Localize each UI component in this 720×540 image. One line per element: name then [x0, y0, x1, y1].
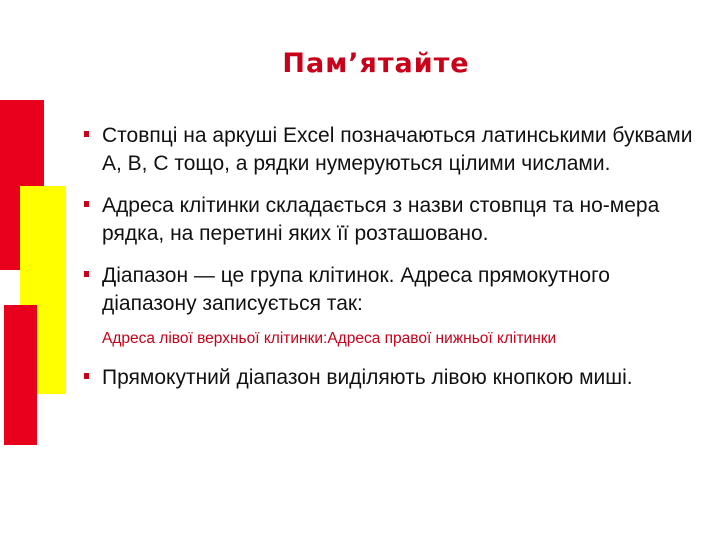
- bullet-text: Прямокутний діапазон виділяють лівою кнопкою миші.: [102, 366, 633, 389]
- bullet-item: [84, 364, 694, 392]
- slide-title: Пам’ятайте: [282, 48, 470, 79]
- bullet-item: [84, 192, 694, 248]
- range-address-example: Адреса лівої верхньої клітинки:Адреса правої нижньої клітинки: [102, 330, 557, 347]
- bullet-text: Адреса клітинки складається з назви стовпця та но-мера рядка, на перетині яких її розташовано.: [102, 194, 660, 245]
- slide-content: [84, 122, 694, 406]
- bullet-square-icon: [84, 271, 89, 277]
- bullet-item: [84, 262, 694, 318]
- decorative-red-bar-bottom: [4, 305, 37, 445]
- bullet-item: [84, 122, 694, 178]
- bullet-square-icon: [84, 201, 89, 207]
- bullet-text: Діапазон — це група клітинок. Адреса прямокутного діапазону записується так:: [102, 264, 610, 315]
- bullet-square-icon: [84, 373, 89, 379]
- bullet-text: Стовпці на аркуші Excel позначаються латинськими буквами A, B, C тощо, а рядки нумеруються цілими числами.: [102, 124, 693, 175]
- bullet-square-icon: [84, 131, 89, 137]
